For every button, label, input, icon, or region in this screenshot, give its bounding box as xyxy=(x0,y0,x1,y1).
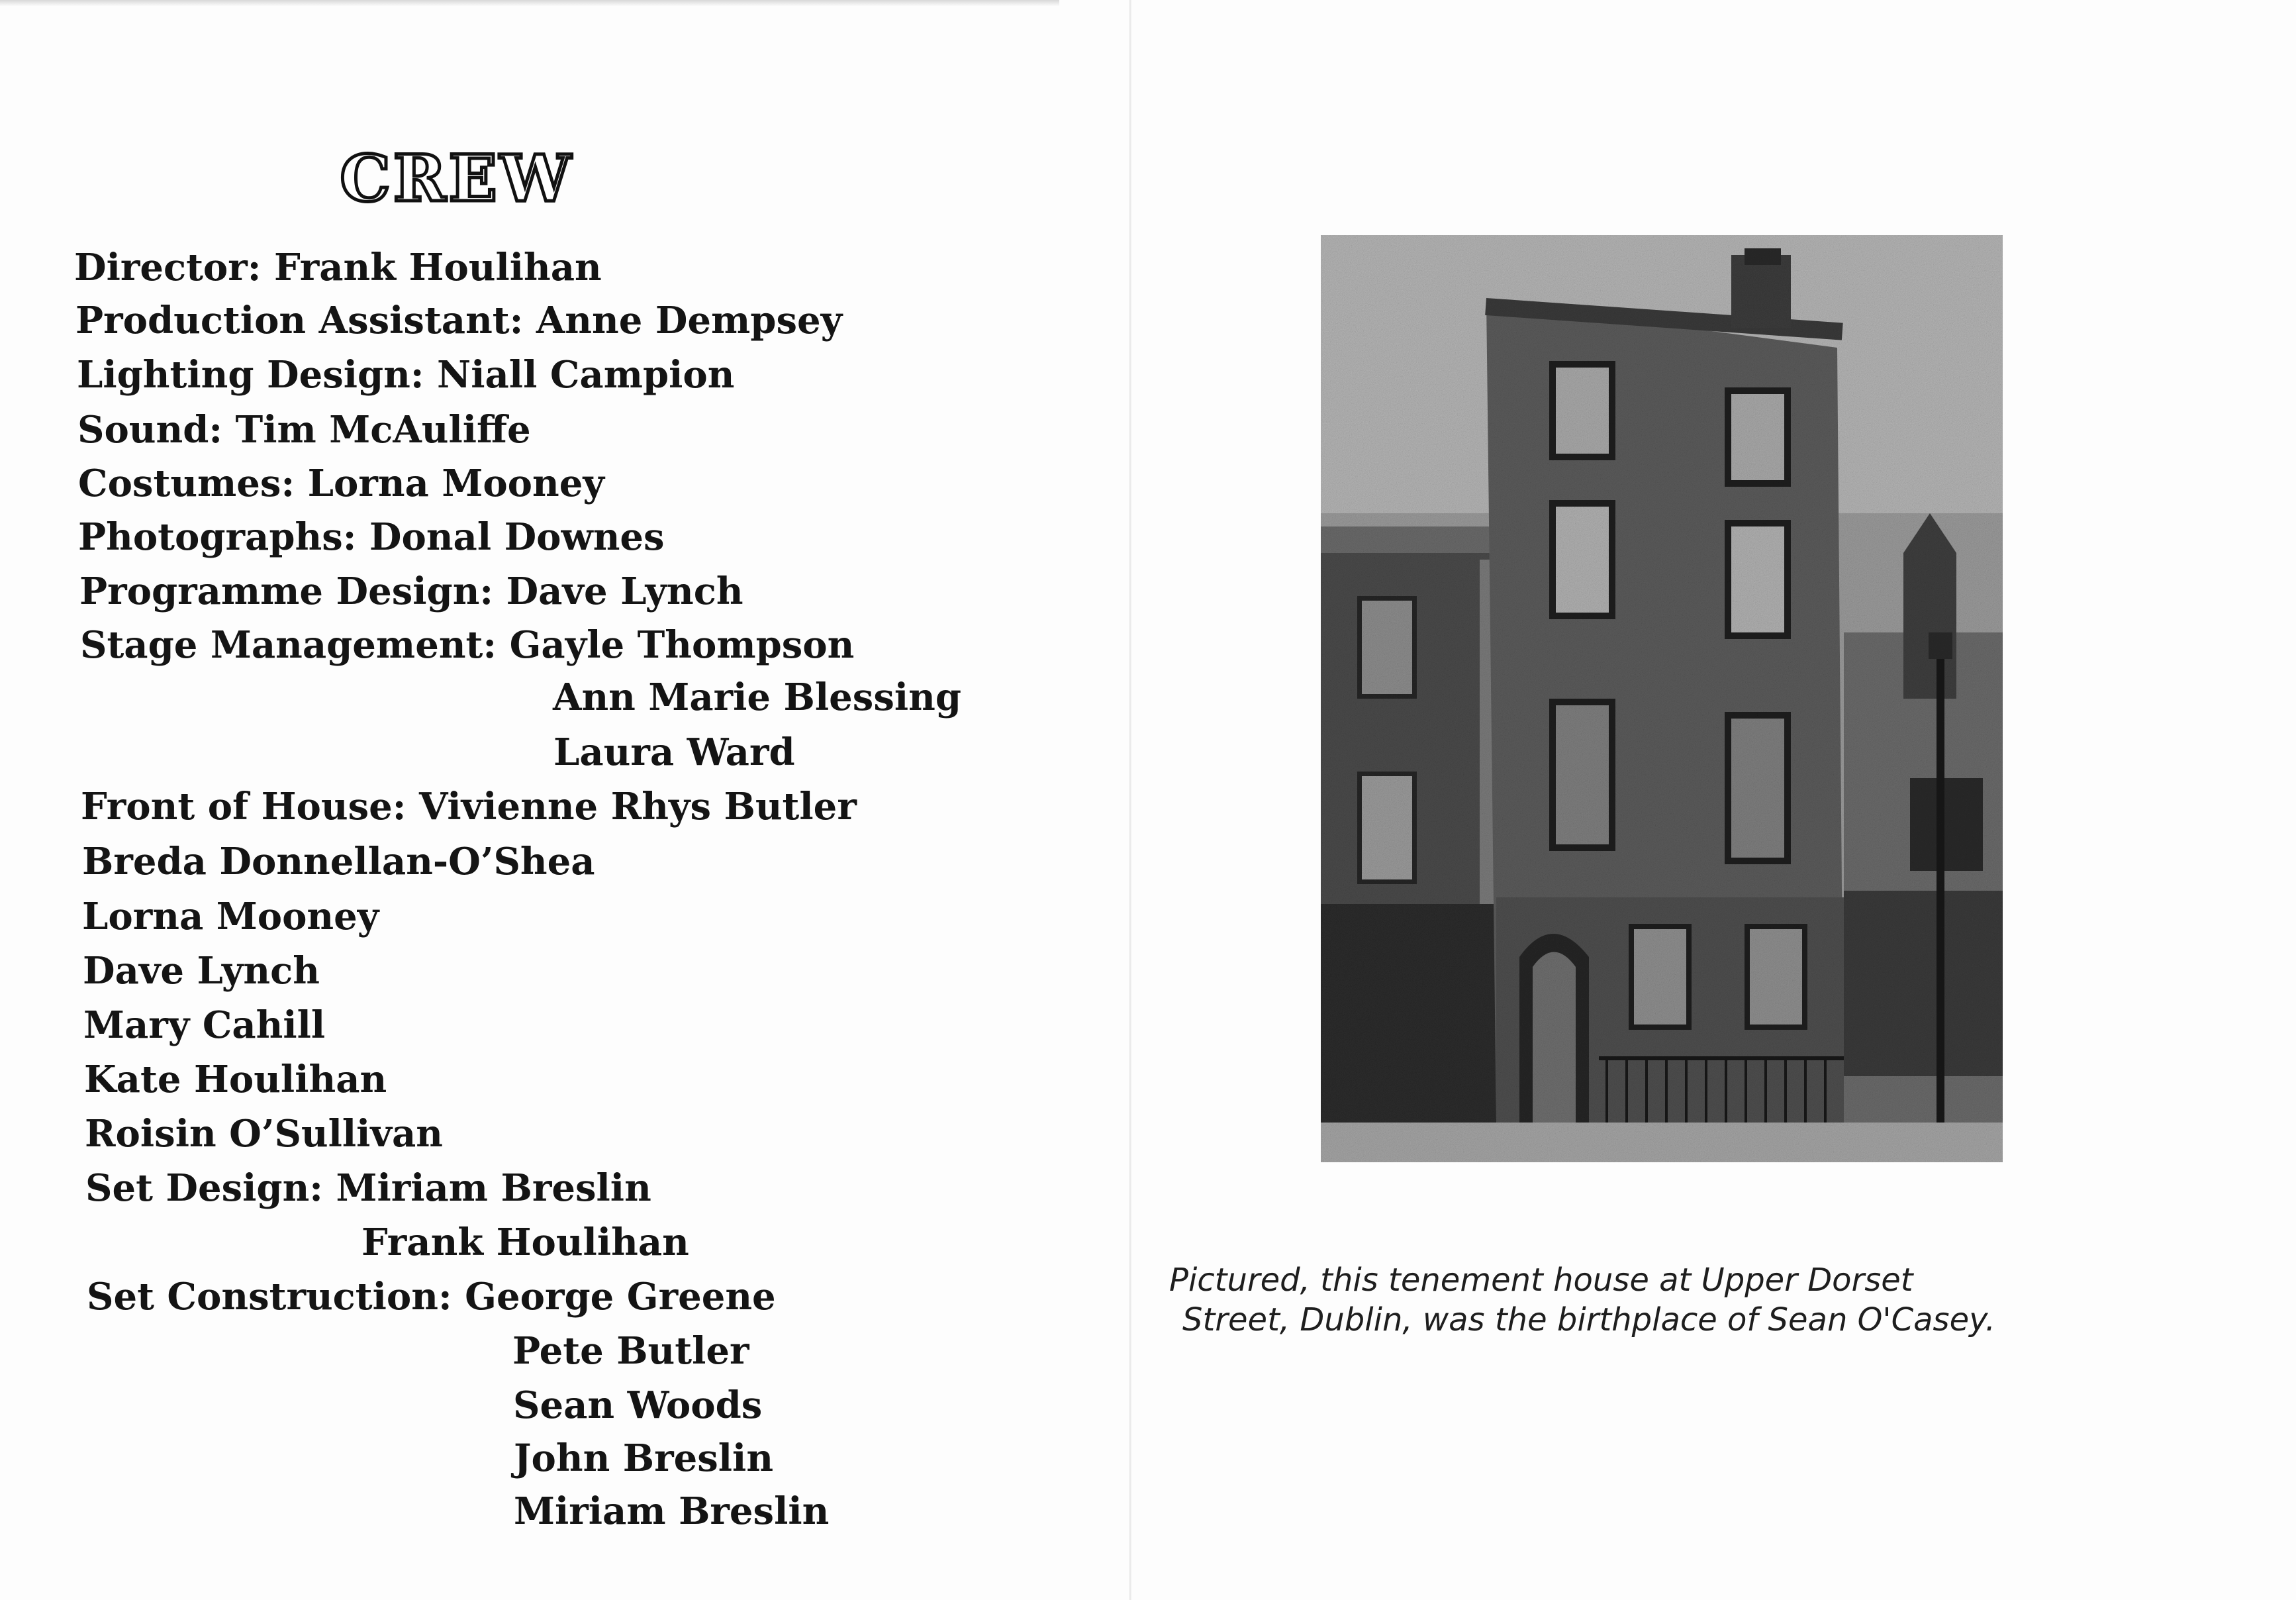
photo-caption-line-1: Pictured, this tenement house at Upper Dorset xyxy=(1169,1262,1913,1299)
photo-caption-line-2: Street, Dublin, was the birthplace of Sean O'Casey. xyxy=(1182,1301,1996,1338)
crew-heading: CREW xyxy=(340,141,574,216)
crew-line-costumes: Costumes: Lorna Mooney xyxy=(78,462,604,505)
crew-line-director: Director: Frank Houlihan xyxy=(74,246,602,289)
crew-line-set-construction-3: Sean Woods xyxy=(513,1383,763,1427)
crew-line-lighting-design: Lighting Design: Niall Campion xyxy=(77,353,735,397)
crew-line-set-construction: Set Construction: George Greene xyxy=(87,1275,776,1319)
crew-line-front-of-house: Front of House: Vivienne Rhys Butler xyxy=(81,785,857,828)
crew-line-stage-management-2: Ann Marie Blessing xyxy=(553,675,961,719)
crew-line-front-of-house-7: Roisin O’Sullivan xyxy=(85,1112,443,1156)
crew-line-sound: Sound: Tim McAuliffe xyxy=(77,408,531,452)
crew-line-production-assistant: Production Assistant: Anne Dempsey xyxy=(75,299,843,342)
crew-line-stage-management-3: Laura Ward xyxy=(553,730,795,774)
crew-line-front-of-house-3: Lorna Mooney xyxy=(82,895,379,938)
crew-line-set-construction-5: Miriam Breslin xyxy=(514,1489,830,1533)
crew-line-set-construction-2: Pete Butler xyxy=(512,1329,749,1373)
crew-line-front-of-house-4: Dave Lynch xyxy=(83,949,320,993)
crew-line-set-construction-4: John Breslin xyxy=(514,1436,774,1480)
crew-line-programme-design: Programme Design: Dave Lynch xyxy=(79,570,743,613)
tenement-house-photo-icon xyxy=(1321,235,2003,1162)
left-page-crew xyxy=(0,0,1129,1600)
crew-line-set-design: Set Design: Miriam Breslin xyxy=(85,1166,651,1210)
page-fold-line xyxy=(1129,0,1131,1600)
crew-line-set-design-2: Frank Houlihan xyxy=(361,1221,689,1264)
crew-line-front-of-house-6: Kate Houlihan xyxy=(84,1058,387,1101)
crew-line-photographs: Photographs: Donal Downes xyxy=(78,515,665,559)
crew-line-stage-management: Stage Management: Gayle Thompson xyxy=(80,623,855,667)
crew-line-front-of-house-5: Mary Cahill xyxy=(83,1003,326,1047)
crew-line-front-of-house-2: Breda Donnellan-O’Shea xyxy=(82,840,595,883)
tenement-house-photo xyxy=(1321,235,2003,1162)
